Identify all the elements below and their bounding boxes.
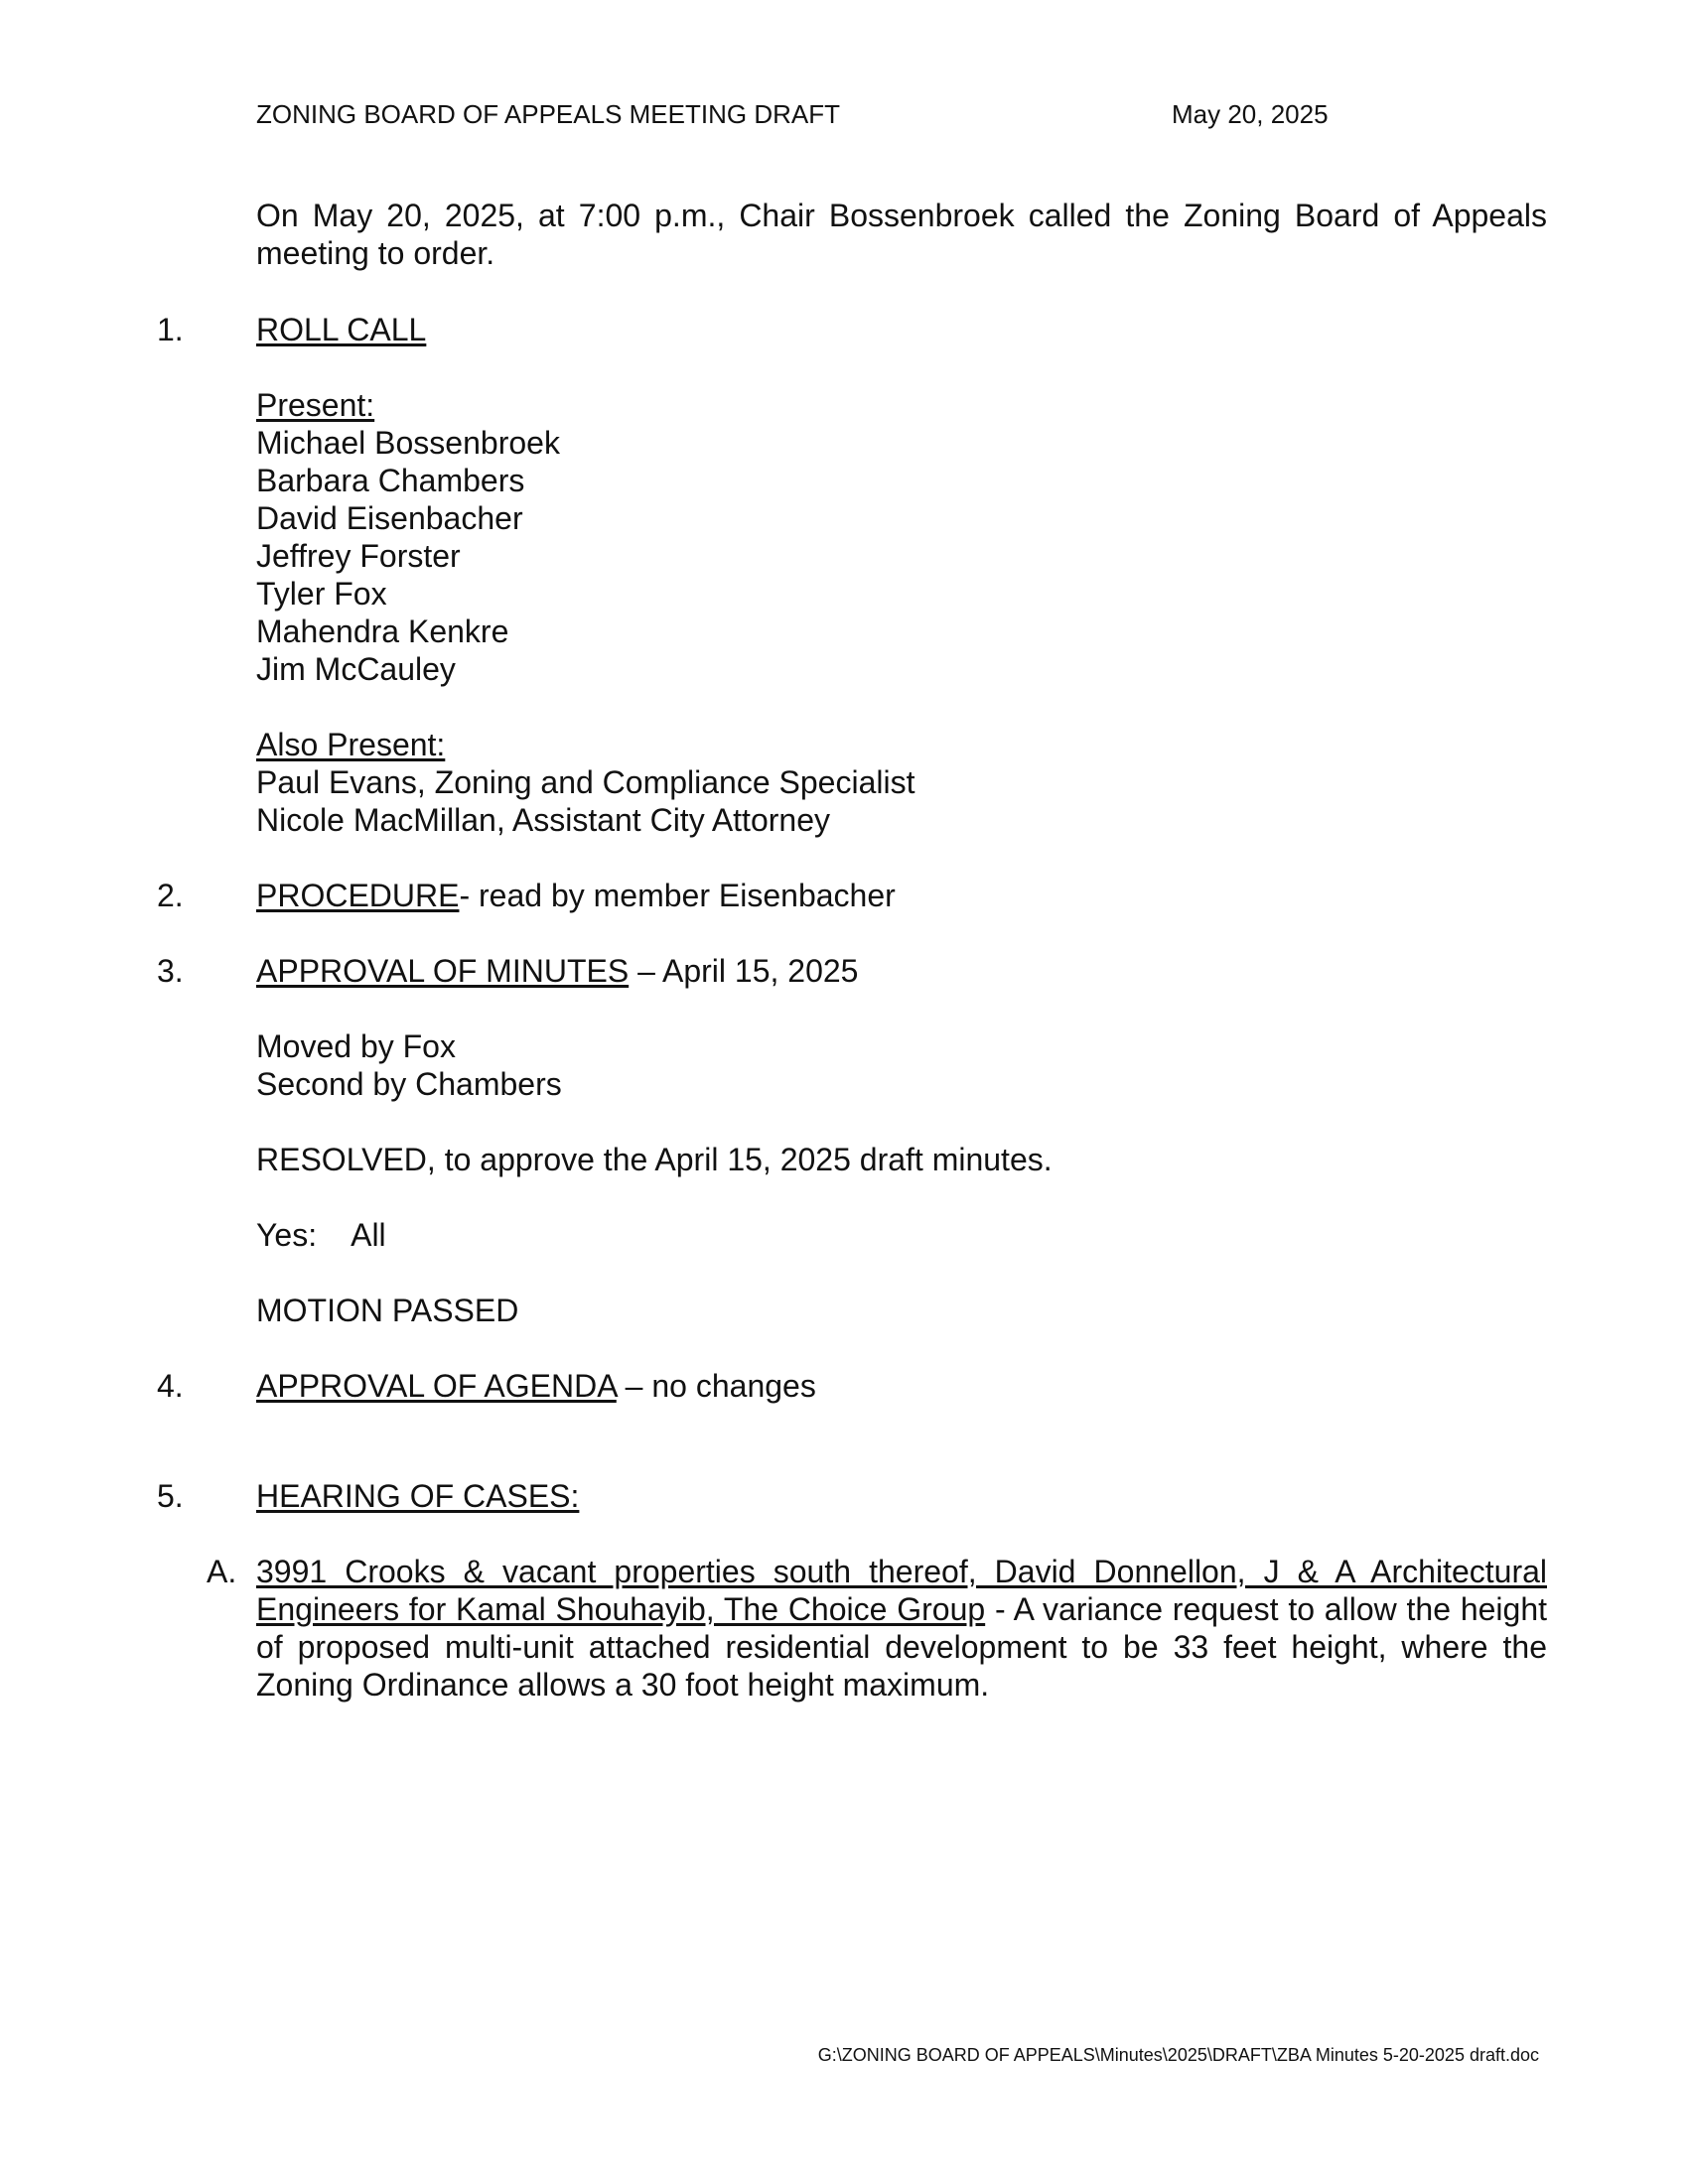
present-member: David Eisenbacher bbox=[256, 500, 523, 536]
present-member: Tyler Fox bbox=[256, 576, 387, 612]
minutes-line bbox=[256, 952, 858, 990]
also-present-person: Paul Evans, Zoning and Compliance Specialist bbox=[256, 764, 915, 800]
also-present-person: Nicole MacMillan, Assistant City Attorney bbox=[256, 802, 830, 838]
yes-value: All bbox=[351, 1217, 386, 1253]
document-header-date: May 20, 2025 bbox=[1172, 99, 1329, 129]
minutes-heading: APPROVAL OF MINUTES bbox=[256, 953, 630, 989]
minutes-suffix: – April 15, 2025 bbox=[637, 953, 859, 989]
procedure-heading: PROCEDURE bbox=[256, 878, 460, 913]
procedure-suffix: - read by member Eisenbacher bbox=[459, 878, 896, 913]
agenda-suffix: – no changes bbox=[625, 1368, 816, 1404]
present-label: Present: bbox=[256, 387, 375, 423]
second-by: Second by Chambers bbox=[256, 1066, 562, 1102]
agenda-line bbox=[256, 1367, 816, 1405]
case-a-description: - A variance request to allow the height of proposed multi-unit attached residential development to be 33 feet height, where the Zoning Ordinance allows a 30 foot height maximum. bbox=[256, 1591, 1548, 1703]
document-header-title: ZONING BOARD OF APPEALS MEETING DRAFT bbox=[256, 99, 840, 129]
agenda-heading: APPROVAL OF AGENDA bbox=[256, 1368, 617, 1404]
motion-result: MOTION PASSED bbox=[256, 1293, 519, 1328]
roll-call-heading: ROLL CALL bbox=[256, 312, 427, 347]
item-1-number: 1. bbox=[157, 312, 184, 347]
moved-by: Moved by Fox bbox=[256, 1028, 456, 1064]
present-member: Jim McCauley bbox=[256, 651, 456, 687]
present-member: Barbara Chambers bbox=[256, 463, 525, 498]
present-member: Mahendra Kenkre bbox=[256, 614, 509, 649]
intro-paragraph: On May 20, 2025, at 7:00 p.m., Chair Bossenbroek called the Zoning Board of Appeals meeting to order. bbox=[256, 198, 1547, 271]
footer-file-path: G:\ZONING BOARD OF APPEALS\Minutes\2025\DRAFT\ZBA Minutes 5-20-2025 draft.doc bbox=[817, 2045, 1539, 2065]
hearing-heading: HEARING OF CASES: bbox=[256, 1478, 580, 1514]
present-member: Michael Bossenbroek bbox=[256, 425, 560, 461]
item-5-number: 5. bbox=[157, 1478, 184, 1514]
case-a-paragraph bbox=[256, 1553, 1547, 1704]
also-present-label: Also Present: bbox=[256, 727, 446, 762]
item-4-number: 4. bbox=[157, 1368, 184, 1404]
vote-line bbox=[256, 1216, 386, 1254]
case-a-letter: A. bbox=[207, 1554, 237, 1589]
yes-label: Yes: bbox=[256, 1217, 318, 1253]
procedure-line bbox=[256, 877, 896, 914]
item-2-number: 2. bbox=[157, 878, 184, 913]
case-a-title: 3991 Crooks & vacant properties south thereof, David Donnellon, J & A Architectural Engineers for Kamal Shouhayib, The Choice Group bbox=[256, 1554, 1547, 1627]
present-member: Jeffrey Forster bbox=[256, 538, 461, 574]
item-3-number: 3. bbox=[157, 953, 184, 989]
resolved-text: RESOLVED, to approve the April 15, 2025 draft minutes. bbox=[256, 1142, 1053, 1177]
